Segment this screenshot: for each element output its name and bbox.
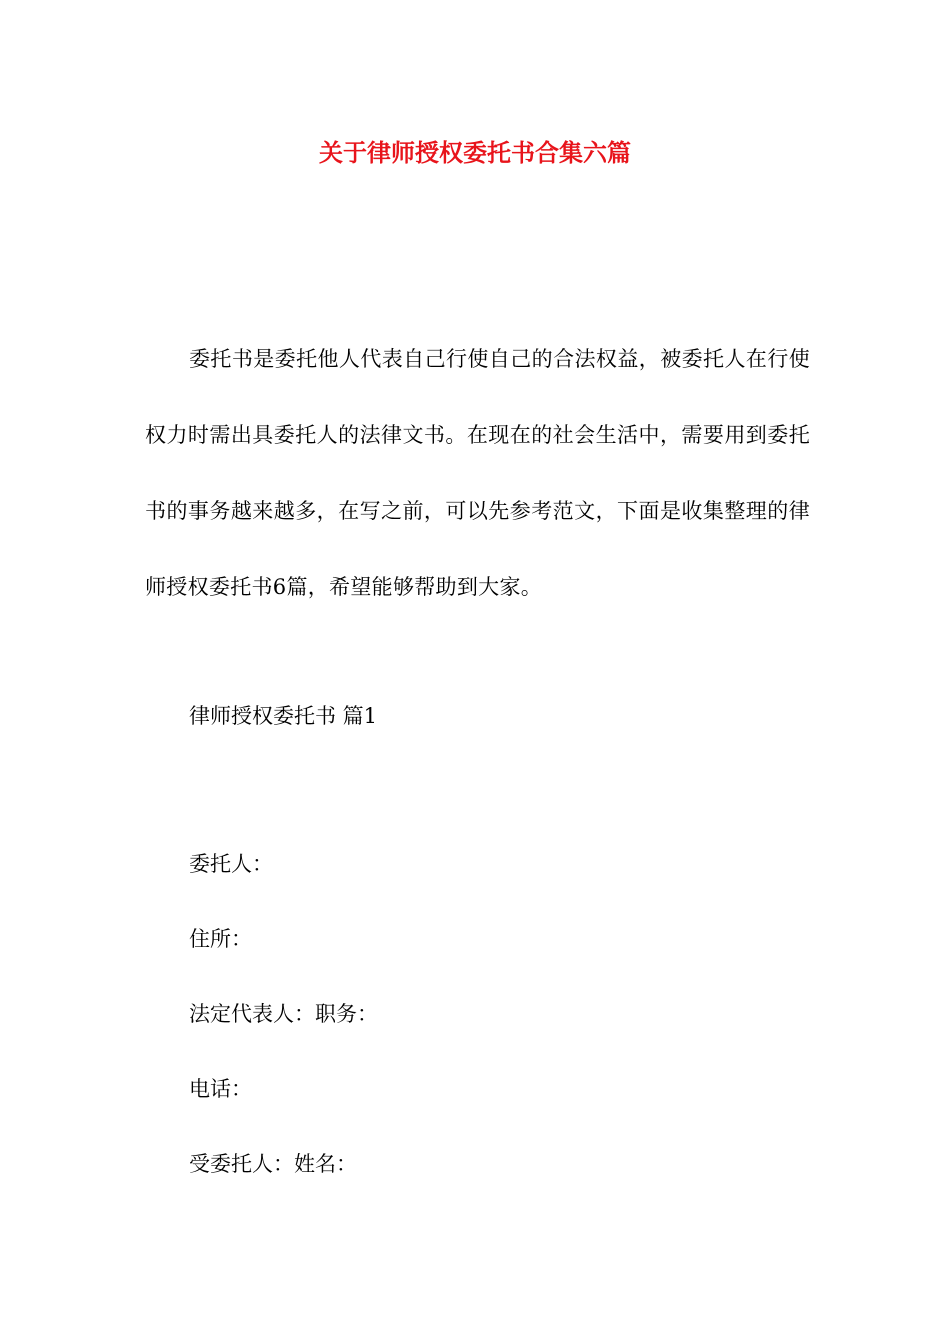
- field-agent-name: 受委托人：姓名：: [189, 1152, 357, 1176]
- field-phone: 电话：: [189, 1077, 252, 1101]
- document-title: 关于律师授权委托书合集六篇: [319, 138, 631, 167]
- field-legal-representative: 法定代表人：职务：: [189, 1002, 378, 1026]
- intro-paragraph: 委托书是委托他人代表自己行使自己的合法权益，被委托人在行使权力时需出具委托人的法律文书。在现在的社会生活中，需要用到委托书的事务越来越多，在写之前，可以先参考范文，下面是收集整理的律师授权委托书6篇，希望能够帮助到大家。: [145, 347, 810, 599]
- field-principal: 委托人：: [189, 852, 273, 876]
- field-address: 住所：: [189, 927, 252, 951]
- section-heading: 律师授权委托书 篇1: [189, 704, 378, 728]
